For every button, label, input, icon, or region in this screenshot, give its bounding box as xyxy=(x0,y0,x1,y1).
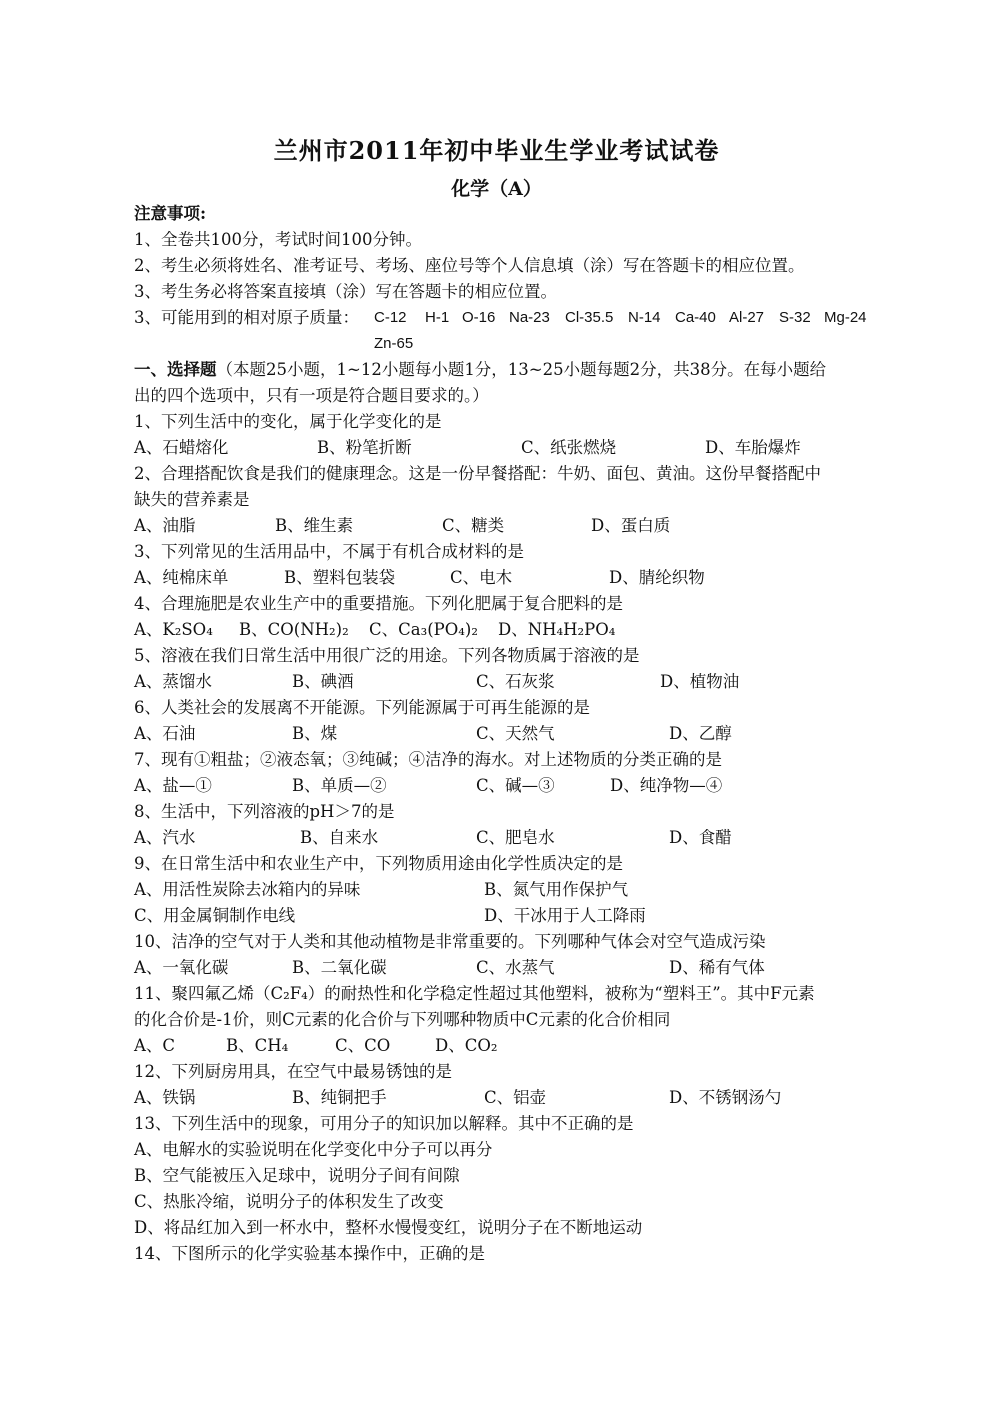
section-intro-text: 出的四个选项中，只有一项是符合题目要求的。） xyxy=(134,386,489,405)
atomic-mass-row-2 xyxy=(134,331,874,357)
atomic-mass-row xyxy=(134,305,874,331)
question-stem: 12、下列厨房用具，在空气中最易锈蚀的是 xyxy=(134,1062,452,1081)
notice-heading: 注意事项: xyxy=(134,204,207,223)
question-stem: 5、溶液在我们日常生活中用很广泛的用途。下列各物质属于溶液的是 xyxy=(134,646,640,665)
option: B、二氧化碳 xyxy=(292,958,387,977)
option: A、油脂 xyxy=(134,516,196,535)
notice-item: 1、全卷共100分，考试时间100分钟。 xyxy=(134,230,422,249)
atomic-mass: Ca-40 xyxy=(675,309,716,326)
option: A、C xyxy=(134,1036,176,1055)
option: B、氮气用作保护气 xyxy=(484,880,629,899)
section-intro xyxy=(134,357,874,383)
option: D、干冰用于人工降雨 xyxy=(484,906,646,925)
option: A、汽水 xyxy=(134,828,196,847)
option-row xyxy=(134,825,874,851)
option: B、粉笔折断 xyxy=(317,438,412,457)
option: B、单质—② xyxy=(292,776,387,795)
option: B、碘酒 xyxy=(292,672,354,691)
option: C、水蒸气 xyxy=(476,958,555,977)
option: D、车胎爆炸 xyxy=(705,438,801,457)
option: D、蛋白质 xyxy=(591,516,671,535)
option: C、CO xyxy=(335,1036,391,1055)
question-stem: 14、下图所示的化学实验基本操作中，正确的是 xyxy=(134,1244,485,1263)
option: A、石蜡熔化 xyxy=(134,438,229,457)
option: C、碱—③ xyxy=(476,776,555,795)
option: C、热胀冷缩，说明分子的体积发生了改变 xyxy=(134,1192,444,1211)
option: D、纯净物—④ xyxy=(610,776,723,795)
option: C、用金属铜制作电线 xyxy=(134,906,296,925)
question-stem: 1、下列生活中的变化，属于化学变化的是 xyxy=(134,412,442,431)
question-stem: 2、合理搭配饮食是我们的健康理念。这是一份早餐搭配：牛奶、面包、黄油。这份早餐搭配中 xyxy=(134,464,821,483)
atomic-mass: Mg-24 xyxy=(824,309,867,326)
option-row xyxy=(134,903,874,929)
option: B、塑料包装袋 xyxy=(284,568,396,587)
option: A、铁锅 xyxy=(134,1088,196,1107)
option: A、石油 xyxy=(134,724,196,743)
option: A、纯棉床单 xyxy=(134,568,229,587)
question-stem: 4、合理施肥是农业生产中的重要措施。下列化肥属于复合肥料的是 xyxy=(134,594,623,613)
question-stem: 8、生活中，下列溶液的pH＞7的是 xyxy=(134,802,395,821)
option-row xyxy=(134,1085,874,1111)
option: A、K₂SO₄ xyxy=(134,620,213,639)
option: D、乙醇 xyxy=(669,724,732,743)
option: B、纯铜把手 xyxy=(292,1088,387,1107)
atomic-mass: Zn-65 xyxy=(374,335,414,352)
exam-subtitle: 化学（A） xyxy=(451,178,542,200)
question-stem: 的化合价是-1价，则C元素的化合价与下列哪种物质中C元素的化合价相同 xyxy=(134,1010,671,1029)
option: C、纸张燃烧 xyxy=(521,438,617,457)
option: C、铝壶 xyxy=(484,1088,547,1107)
notice-item: 2、考生必须将姓名、准考证号、考场、座位号等个人信息填（涂）写在答题卡的相应位置。 xyxy=(134,256,805,275)
option: C、Ca₃(PO₄)₂ xyxy=(369,620,478,639)
atomic-mass: H-1 xyxy=(425,309,450,326)
option-row xyxy=(134,877,874,903)
question-stem: 13、下列生活中的现象，可用分子的知识加以解释。其中不正确的是 xyxy=(134,1114,634,1133)
option: B、CO(NH₂)₂ xyxy=(239,620,349,639)
option: B、煤 xyxy=(292,724,338,743)
option: C、电木 xyxy=(450,568,513,587)
option: C、糖类 xyxy=(442,516,505,535)
question-stem: 3、下列常见的生活用品中，不属于有机合成材料的是 xyxy=(134,542,524,561)
notice-item: 3、考生务必将答案直接填（涂）写在答题卡的相应位置。 xyxy=(134,282,557,301)
option-row xyxy=(134,513,874,539)
atomic-mass: N-14 xyxy=(628,309,661,326)
option-row xyxy=(134,435,874,461)
atomic-mass: C-12 xyxy=(374,309,407,326)
atomic-mass: Cl-35.5 xyxy=(565,309,614,326)
option: A、用活性炭除去冰箱内的异味 xyxy=(134,880,361,899)
option: B、自来水 xyxy=(300,828,379,847)
option: D、植物油 xyxy=(660,672,740,691)
option: B、空气能被压入足球中，说明分子间有间隙 xyxy=(134,1166,460,1185)
question-stem: 10、洁净的空气对于人类和其他动植物是非常重要的。下列哪种气体会对空气造成污染 xyxy=(134,932,766,951)
option: A、盐—① xyxy=(134,776,212,795)
option: D、稀有气体 xyxy=(669,958,765,977)
option: A、一氧化碳 xyxy=(134,958,229,977)
atomic-mass-label: 3、可能用到的相对原子质量： xyxy=(134,308,359,327)
exam-title: 兰州市2011年初中毕业生学业考试试卷 xyxy=(273,136,720,165)
option-row xyxy=(134,1033,874,1059)
option-row xyxy=(134,565,874,591)
question-stem: 9、在日常生活中和农业生产中，下列物质用途由化学性质决定的是 xyxy=(134,854,623,873)
question-stem: 7、现有①粗盐；②液态氧；③纯碱；④洁净的海水。对上述物质的分类正确的是 xyxy=(134,750,722,769)
question-stem: 11、聚四氟乙烯（C₂F₄）的耐热性和化学稳定性超过其他塑料，被称为“塑料王”。其中F元素 xyxy=(134,984,815,1003)
atomic-mass: S-32 xyxy=(779,309,811,326)
atomic-mass: O-16 xyxy=(462,309,496,326)
option: C、肥皂水 xyxy=(476,828,555,847)
option: D、腈纶织物 xyxy=(609,568,705,587)
atomic-mass: Na-23 xyxy=(509,309,550,326)
option-row xyxy=(134,773,874,799)
question-stem: 6、人类社会的发展离不开能源。下列能源属于可再生能源的是 xyxy=(134,698,590,717)
option-row xyxy=(134,955,874,981)
option: C、天然气 xyxy=(476,724,555,743)
option: B、CH₄ xyxy=(226,1036,289,1055)
option: D、将品红加入到一杯水中，整杯水慢慢变红，说明分子在不断地运动 xyxy=(134,1218,643,1237)
option-row xyxy=(134,721,874,747)
option: D、不锈钢汤勺 xyxy=(669,1088,782,1107)
question-stem: 缺失的营养素是 xyxy=(134,490,250,509)
option: A、电解水的实验说明在化学变化中分子可以再分 xyxy=(134,1140,493,1159)
option: D、食醋 xyxy=(669,828,732,847)
option: D、NH₄H₂PO₄ xyxy=(498,620,616,639)
atomic-mass: Al-27 xyxy=(729,309,765,326)
option: C、石灰浆 xyxy=(476,672,555,691)
section-intro-text: （本题25小题，1~12小题每小题1分，13~25小题每题2分，共38分。在每小题给 xyxy=(216,360,827,379)
section-heading: 一、选择题 xyxy=(134,360,217,379)
option: B、维生素 xyxy=(275,516,354,535)
option-row xyxy=(134,617,874,643)
option: D、CO₂ xyxy=(435,1036,498,1055)
option: A、蒸馏水 xyxy=(134,672,212,691)
option-row xyxy=(134,669,874,695)
